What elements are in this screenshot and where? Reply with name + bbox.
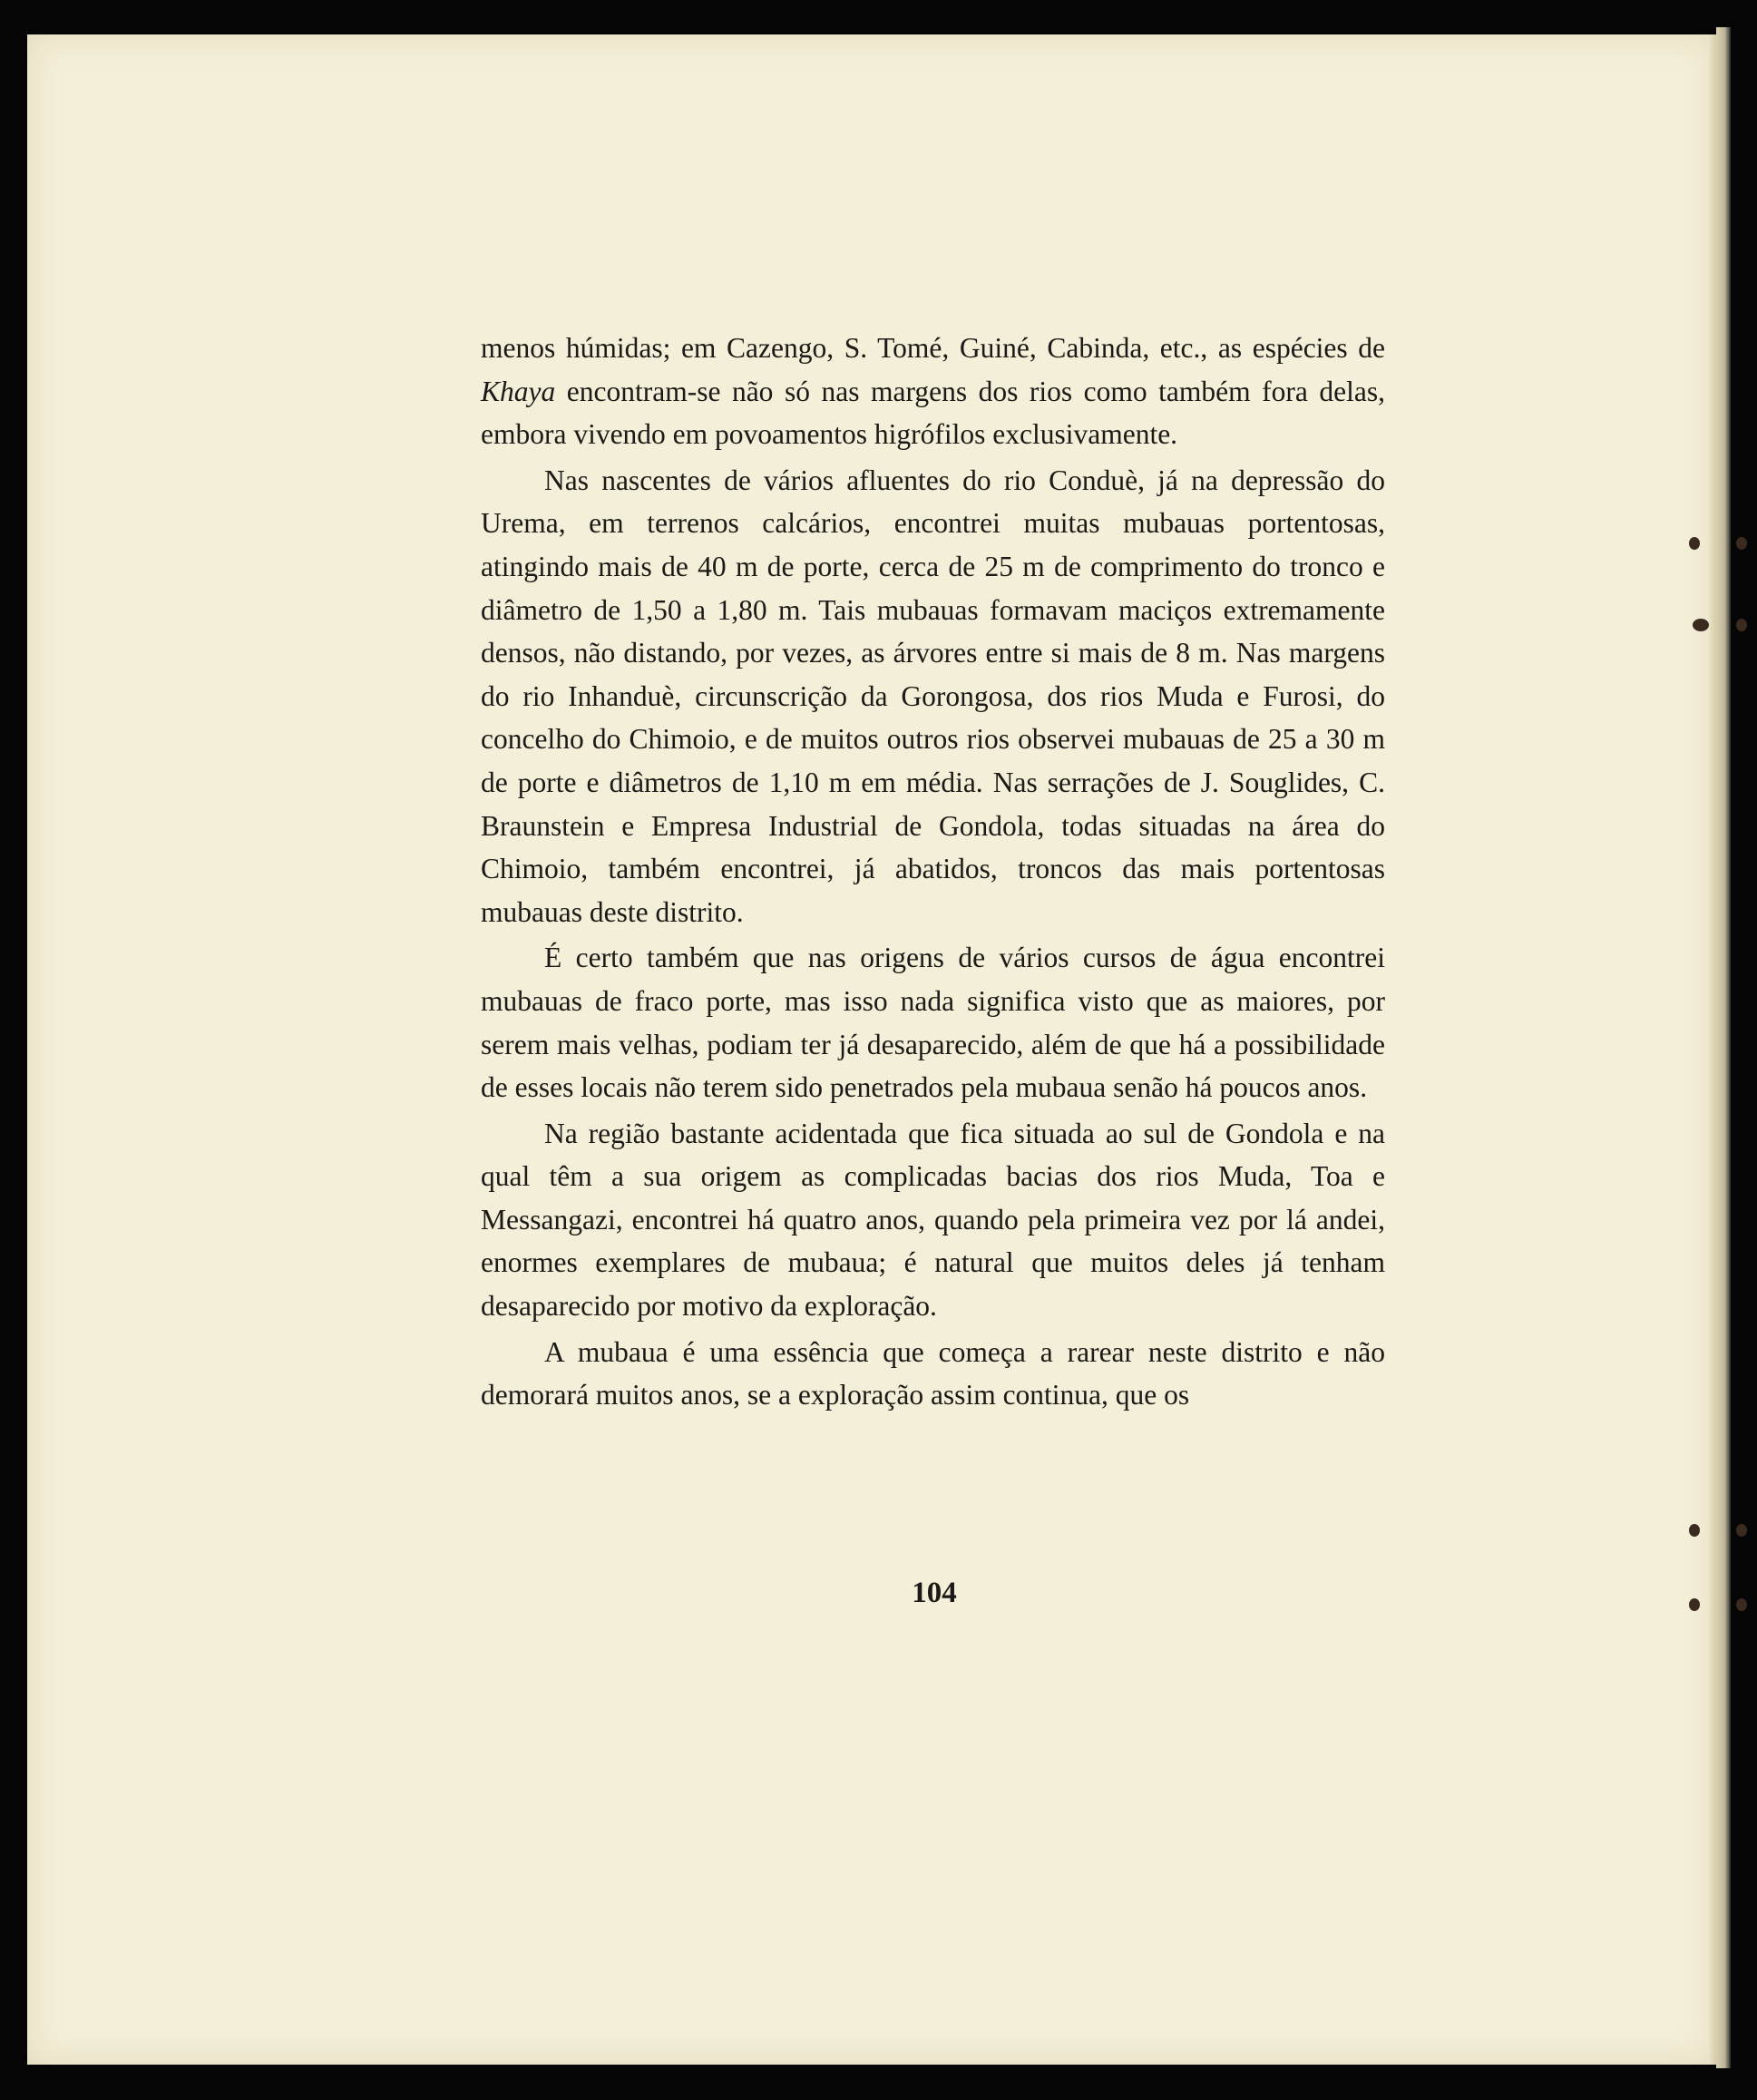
page-number: 104	[912, 1577, 957, 1609]
binding-hole-mark	[1689, 537, 1700, 550]
paragraph: A mubaua é uma essência que começa a rarear neste distrito e não demorará muitos anos, se a exploração assim continua, que os	[481, 1335, 1385, 1411]
body-text	[481, 327, 1385, 1420]
paragraph: Na região bastante acidentada que fica situada ao sul de Gondola e na qual têm a sua origem as complicadas bacias dos rios Muda, Toa e Messangazi, encontrei há quatro anos, quando pela primeira vez por lá andei, enormes exemplares de mubaua; é natural que muitos deles já tenham desaparecido por motivo da exploração.	[481, 1117, 1385, 1323]
binding-hole-mark	[1693, 619, 1709, 631]
binding-hole-mark	[1736, 1524, 1747, 1537]
binding-hole-mark	[1689, 1598, 1700, 1611]
binding-hole-mark	[1736, 619, 1747, 631]
paragraph: menos húmidas; em Cazengo, S. Tomé, Guiné, Cabinda, etc., as espécies de Khaya encontram-se não só nas margens dos rios como também fora delas, embora vivendo em povoamentos higrófilos exclusivamente.	[481, 332, 1385, 451]
book-spine	[1716, 27, 1731, 2068]
paragraph: Nas nascentes de vários afluentes do rio Conduè, já na depressão do Urema, em terrenos calcários, encontrei muitas mubauas portentosas, atingindo mais de 40 m de porte, cerca de 25 m de comprimento do tronco e diâmetro de 1,50 a 1,80 m. Tais mubauas formavam maciços extremamente densos, não distando, por vezes, as árvores entre si mais de 8 m. Nas margens do rio Inhanduè, circunscrição da Gorongosa, dos rios Muda e Furosi, do concelho do Chimoio, e de muitos outros rios observei mubauas de 25 a 30 m de porte e diâmetros de 1,10 m em média. Nas serrações de J. Souglides, C. Braunstein e Empresa Industrial de Gondola, todas situadas na área do Chimoio, também encontrei, já abatidos, troncos das mais portentosas mubauas deste distrito.	[481, 464, 1385, 928]
binding-hole-mark	[1736, 537, 1747, 550]
italic-genus-name: Khaya	[481, 375, 556, 407]
paragraph: É certo também que nas origens de vários cursos de água encontrei mubauas de fraco porte, mas isso nada significa visto que as maiores, por serem mais velhas, podiam ter já desaparecido, além de que há a possibilidade de esses locais não terem sido penetrados pela mubaua senão há poucos anos.	[481, 942, 1385, 1104]
binding-hole-mark	[1689, 1524, 1700, 1537]
page-edge	[1709, 34, 1716, 2065]
binding-hole-mark	[1736, 1598, 1747, 1611]
